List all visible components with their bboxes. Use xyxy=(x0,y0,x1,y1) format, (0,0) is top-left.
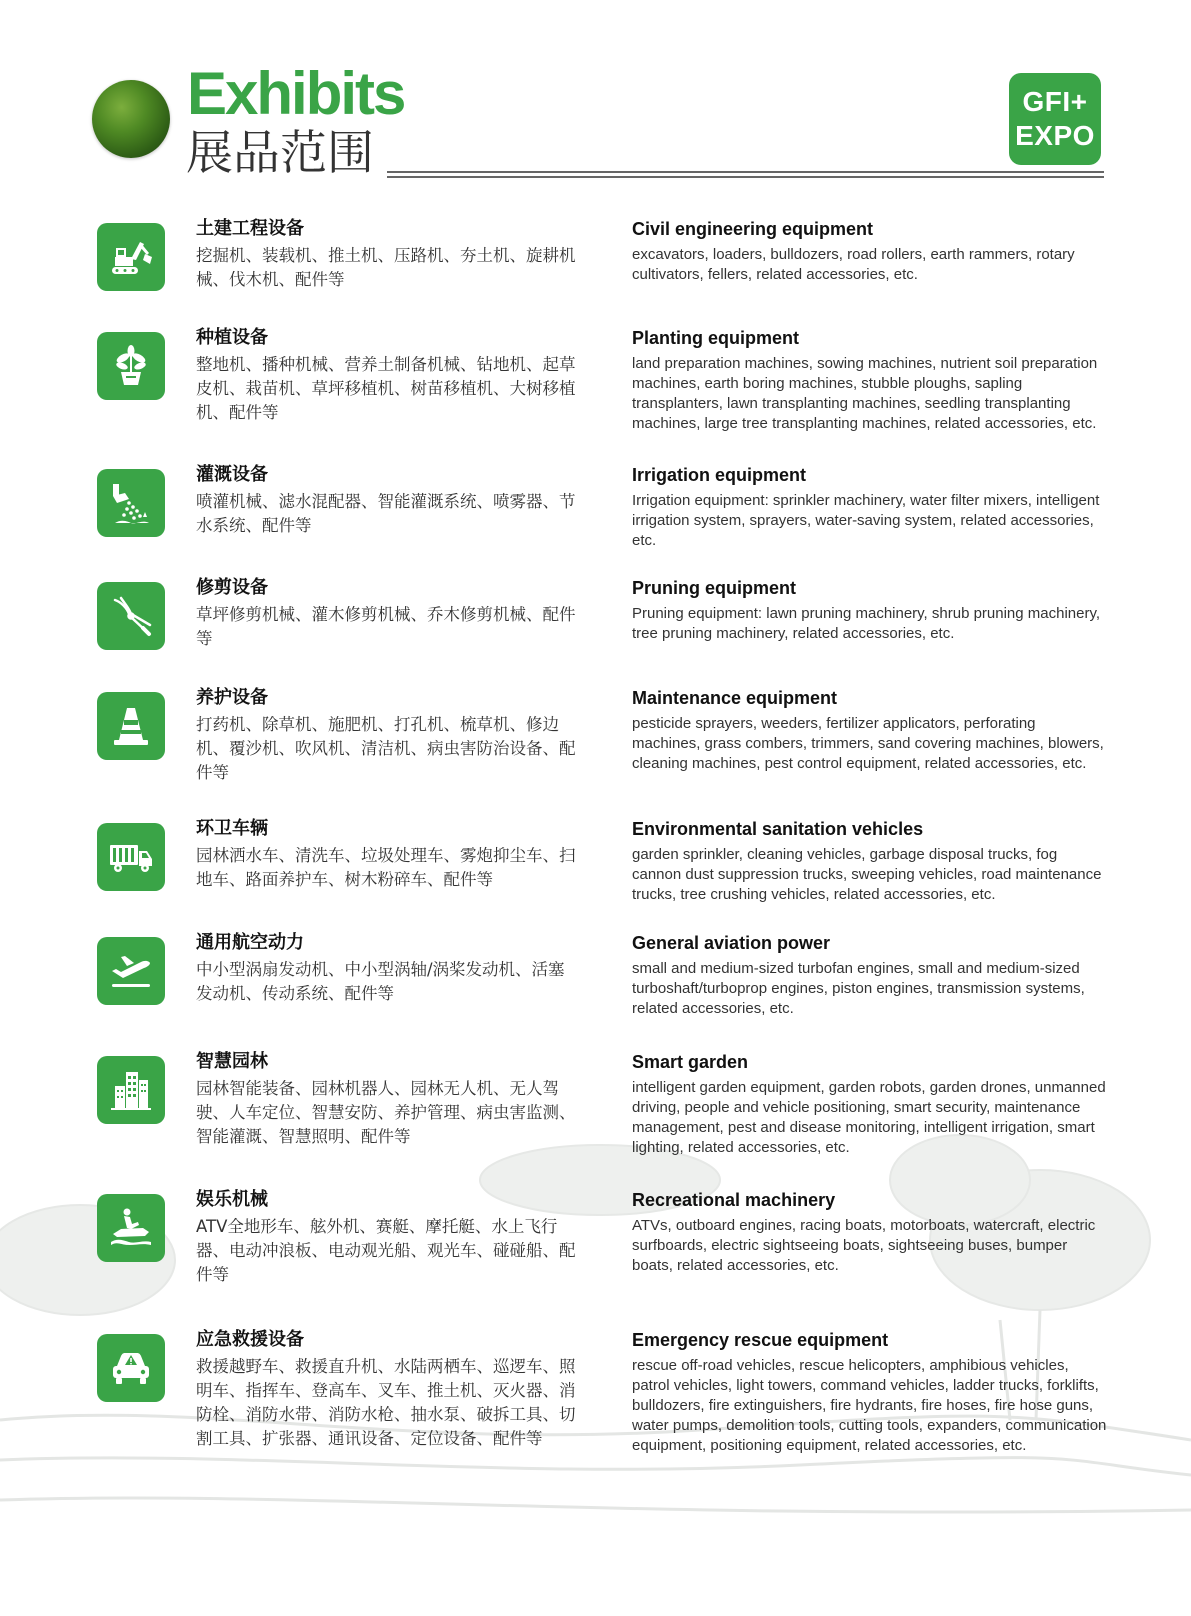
pruning-shears-icon xyxy=(97,582,165,650)
item-title-en: Emergency rescue equipment xyxy=(632,1330,889,1350)
item-desc-en: Irrigation equipment: sprinkler machinery, water filter mixers, intelligent irrigation system, sprayers, water-saving system, related accessories, etc. xyxy=(632,492,1100,549)
item-title-zh: 养护设备 xyxy=(196,687,268,708)
page-title-en: Exhibits xyxy=(187,60,405,127)
item-desc-zh: 整地机、播种机械、营养土制备机械、钻地机、起草皮机、栽苗机、草坪移植机、树苗移植机、大树移植机、配件等 xyxy=(196,355,576,422)
badge-line-2: EXPO xyxy=(1015,120,1095,151)
item-title-zh: 灌溉设备 xyxy=(196,464,268,485)
item-desc-en: land preparation machines, sowing machines, nutrient soil preparation machines, earth boring machines, stubble ploughs, sapling transplanters, lawn transplanting machines, seedling transplanting machines, large tree transplanting machines, related accessories, etc. xyxy=(632,355,1098,432)
truck-icon xyxy=(97,823,165,891)
item-desc-en: pesticide sprayers, weeders, fertilizer applicators, perforating machines, grass combers, trimmers, sand covering machines, blowers, cleaning machines, pest control equipment, related accessories, etc. xyxy=(632,715,1104,772)
item-desc-zh: 挖掘机、装载机、推土机、压路机、夯土机、旋耕机械、伐木机、配件等 xyxy=(196,246,576,289)
item-title-en: Pruning equipment xyxy=(632,578,796,598)
item-desc-en: small and medium-sized turbofan engines, small and medium-sized turboshaft/turboprop engines, piston engines, transmission systems, related accessories, etc. xyxy=(632,960,1085,1017)
item-desc-en: Pruning equipment: lawn pruning machinery, shrub pruning machinery, tree pruning machinery, related accessories, etc. xyxy=(632,605,1101,642)
item-desc-zh: 园林洒水车、清洗车、垃圾处理车、雾炮抑尘车、扫地车、路面养护车、树木粉碎车、配件等 xyxy=(196,846,576,889)
item-desc-en: ATVs, outboard engines, racing boats, motorboats, watercraft, electric surfboards, electric sightseeing boats, sightseeing buses, bumper boats, related accessories, etc. xyxy=(632,1217,1096,1274)
item-desc-en: excavators, loaders, bulldozers, road rollers, earth rammers, rotary cultivators, fellers, related accessories, etc. xyxy=(632,246,1075,283)
potted-plant-icon xyxy=(97,332,165,400)
title-underline xyxy=(387,171,1104,178)
item-desc-zh: 喷灌机械、滤水混配器、智能灌溉系统、喷雾器、节水系统、配件等 xyxy=(196,492,576,535)
item-desc-en: rescue off-road vehicles, rescue helicopters, amphibious vehicles, patrol vehicles, light towers, command vehicles, ladder trucks, forklifts, bulldozers, fire extinguishers, fire hydrants, fire hoses, fire hose guns, water pumps, demolition tools, cutting tools, expanders, communication equipment, positioning equipment, related accessories, etc. xyxy=(632,1357,1107,1454)
smart-city-icon xyxy=(97,1056,165,1124)
item-title-zh: 种植设备 xyxy=(196,327,268,348)
item-title-en: Environmental sanitation vehicles xyxy=(632,819,924,839)
item-desc-zh: ATV全地形车、舷外机、赛艇、摩托艇、水上飞行器、电动冲浪板、电动观光船、观光车、碰碰船、配件等 xyxy=(196,1217,576,1284)
emergency-vehicle-icon xyxy=(97,1334,165,1402)
sprinkler-icon xyxy=(97,469,165,537)
item-title-zh: 土建工程设备 xyxy=(196,218,304,239)
item-title-en: General aviation power xyxy=(632,933,831,953)
traffic-cone-icon xyxy=(97,692,165,760)
item-title-en: Irrigation equipment xyxy=(632,465,807,485)
item-desc-zh: 园林智能装备、园林机器人、园林无人机、无人驾驶、人车定位、智慧安防、养护管理、病虫害监测、智能灌溉、智慧照明、配件等 xyxy=(196,1079,576,1146)
item-title-en: Civil engineering equipment xyxy=(632,219,874,239)
badge-line-1: GFI+ xyxy=(1022,86,1088,117)
item-desc-zh: 打药机、除草机、施肥机、打孔机、梳草机、修边机、覆沙机、吹风机、清洁机、病虫害防治设备、配件等 xyxy=(196,715,576,782)
expo-logo-badge xyxy=(1009,73,1101,165)
item-desc-zh: 草坪修剪机械、灌木修剪机械、乔木修剪机械、配件等 xyxy=(196,605,576,648)
item-desc-en: garden sprinkler, cleaning vehicles, garbage disposal trucks, fog cannon dust suppression trucks, sweeping vehicles, road maintenance trucks, tree crushing vehicles, related accessories, etc. xyxy=(632,846,1102,903)
item-title-zh: 通用航空动力 xyxy=(196,932,304,953)
item-desc-en: intelligent garden equipment, garden robots, garden drones, unmanned driving, people and vehicle positioning, smart security, maintenance management, pest and disease monitoring, intelligent irrigation, smart lighting, related accessories, etc. xyxy=(632,1079,1106,1156)
item-title-zh: 娱乐机械 xyxy=(196,1189,268,1210)
item-title-en: Smart garden xyxy=(632,1052,749,1072)
item-title-zh: 修剪设备 xyxy=(196,577,268,598)
jet-ski-icon xyxy=(97,1194,165,1262)
item-title-zh: 智慧园林 xyxy=(196,1051,268,1072)
item-title-zh: 环卫车辆 xyxy=(196,818,268,839)
page-title-zh: 展品范围 xyxy=(186,126,374,181)
excavator-icon xyxy=(97,223,165,291)
item-desc-zh: 救援越野车、救援直升机、水陆两栖车、巡逻车、照明车、指挥车、登高车、叉车、推土机、灭火器、消防栓、消防水带、消防水枪、抽水泵、破拆工具、切割工具、扩张器、通讯设备、定位设备、配件等 xyxy=(196,1357,576,1448)
item-title-zh: 应急救援设备 xyxy=(196,1329,304,1350)
logo-ball xyxy=(92,80,170,158)
item-title-en: Maintenance equipment xyxy=(632,688,838,708)
item-title-en: Recreational machinery xyxy=(632,1190,836,1210)
airplane-takeoff-icon xyxy=(97,937,165,1005)
item-desc-zh: 中小型涡扇发动机、中小型涡轴/涡桨发动机、活塞发动机、传动系统、配件等 xyxy=(196,960,565,1003)
item-title-en: Planting equipment xyxy=(632,328,800,348)
